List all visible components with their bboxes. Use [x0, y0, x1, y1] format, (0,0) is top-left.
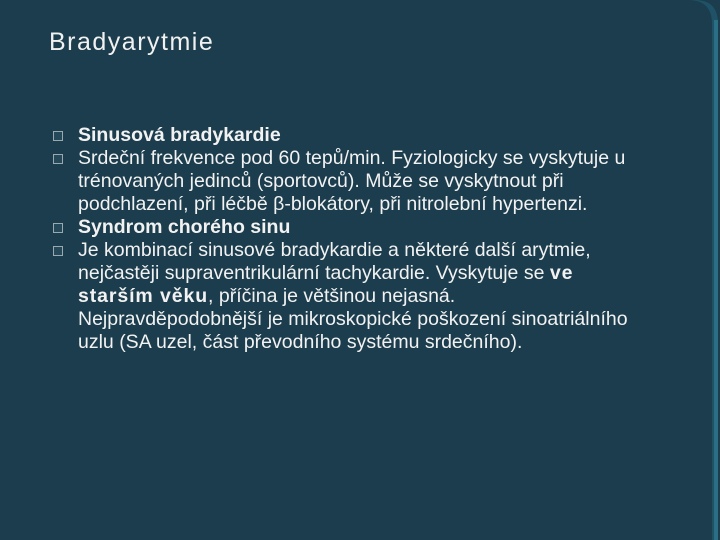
item-text: Syndrom chorého sinu: [78, 216, 291, 238]
item-text-part: , příčina je většinou nejasná. Nejpravděpodobnější je mikroskopické poškození sinoatriálního uzlu (SA uzel, část převodního systému srdečního).: [78, 285, 628, 353]
item-text-part: Je kombinací sinusové bradykardie a některé další arytmie, nejčastěji supraventrikulární tachykardie. Vyskytuje se: [78, 239, 591, 284]
slide-title: Bradyarytmie: [49, 28, 215, 56]
square-bullet-icon: [53, 131, 63, 141]
item-text: Srdeční frekvence pod 60 tepů/min. Fyziologicky se vyskytuje u trénovaných jedinců (sportovců). Může se vyskytnout při podchlazení, při léčbě β-blokátory, při nitrolební hypertenzi.: [78, 147, 626, 215]
item-text-emphasis: ve starším věku: [78, 262, 574, 307]
list-item: [52, 239, 642, 354]
item-text: Sinusová bradykardie: [78, 124, 281, 146]
square-bullet-icon: [53, 223, 63, 233]
square-bullet-icon: [53, 154, 63, 164]
list-item: [52, 147, 642, 216]
list-item: [52, 124, 642, 147]
square-bullet-icon: [53, 246, 63, 256]
bullet-list: [52, 124, 642, 354]
list-item: [52, 216, 642, 239]
